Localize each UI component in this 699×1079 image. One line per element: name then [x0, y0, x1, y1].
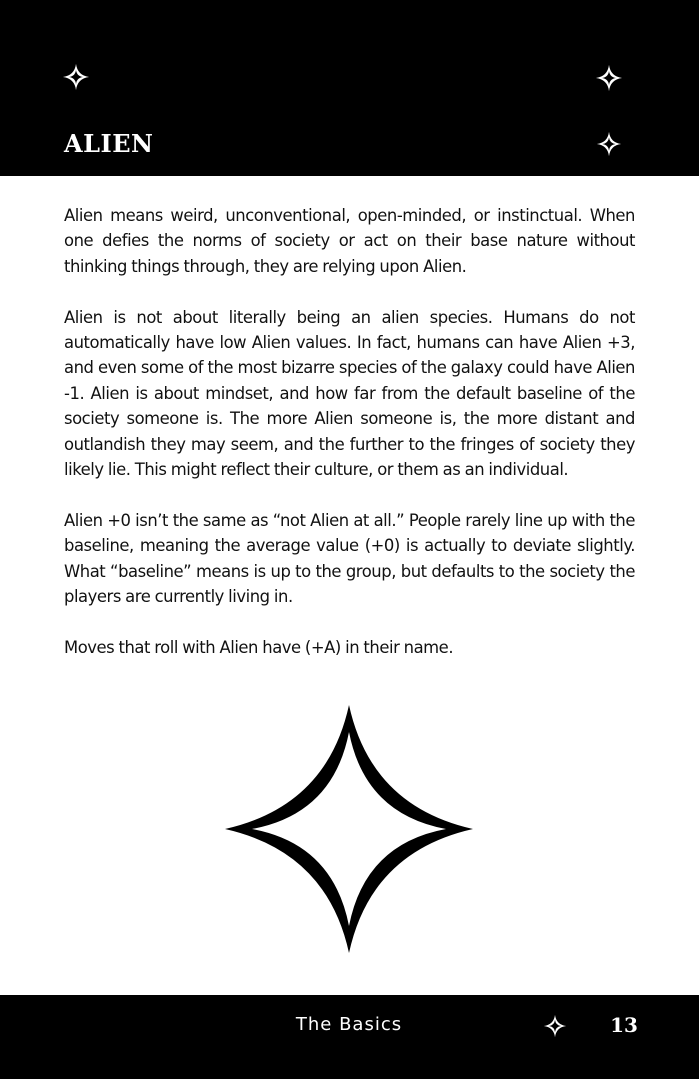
page-title: ALIEN — [64, 129, 154, 158]
body-text — [64, 203, 635, 686]
sparkle-icon — [596, 131, 622, 157]
paragraph: Alien +0 isn’t the same as “not Alien at all.” People rarely line up with the baseline, meaning the average value (+0) is actually to deviate slightly. What “baseline” means is up to the group, but defaults to the society the players are currently living in. — [64, 510, 635, 607]
page-number: 13 — [610, 1013, 638, 1037]
page-header — [0, 0, 699, 176]
four-point-star-icon — [224, 704, 474, 954]
sparkle-icon — [543, 1014, 567, 1038]
paragraph: Moves that roll with Alien have (+A) in their name. — [64, 637, 454, 657]
section-name: The Basics — [295, 1014, 403, 1035]
sparkle-icon — [62, 63, 90, 91]
paragraph: Alien means weird, unconventional, open-minded, or instinctual. When one defies the norms of society or act on their base nature without thinking things through, they are relying upon Alien. — [64, 206, 635, 276]
page-footer — [0, 995, 699, 1079]
sparkle-icon — [595, 64, 623, 92]
paragraph: Alien is not about literally being an alien species. Humans do not automatically have low Alien values. In fact, humans can have Alien +3, and even some of the most bizarre species of the galaxy could have Alien -1. Alien is about mindset, and how far from the default baseline of the society someone is. The more Alien someone is, the more distant and outlandish they may seem, and the further to the fringes of society they likely lie. This might reflect their culture, or them as an individual. — [64, 307, 635, 480]
